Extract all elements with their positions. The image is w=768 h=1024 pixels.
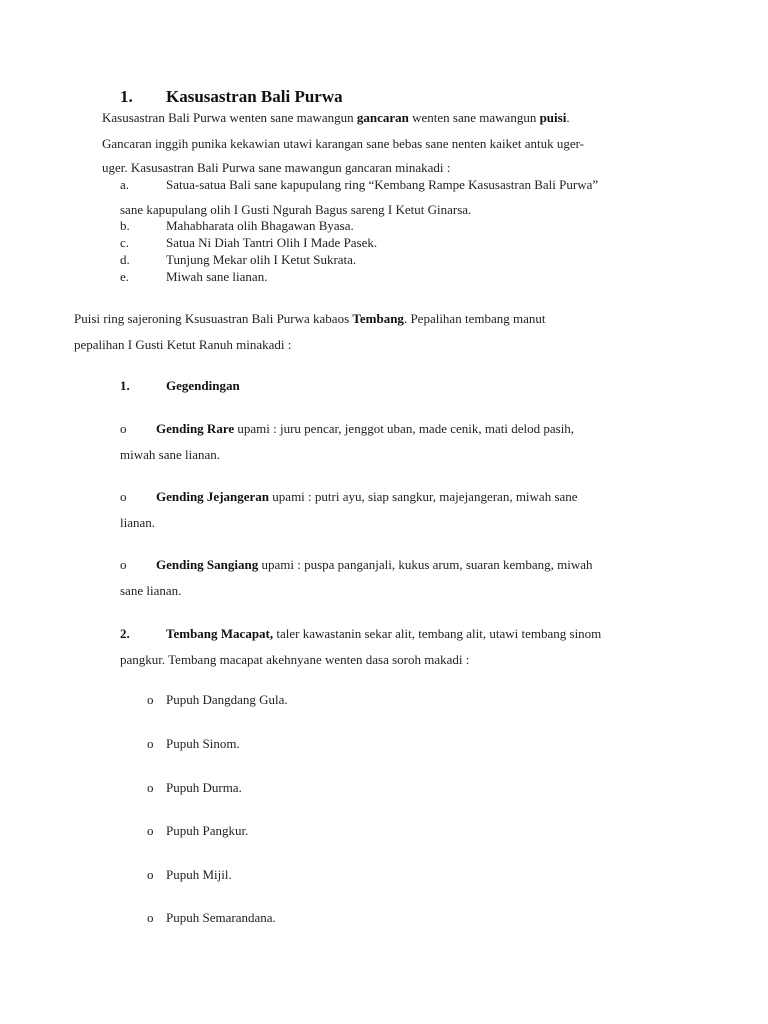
bullet: o [147, 823, 154, 838]
list-item: Satua-satua Bali sane kapupulang ring “Kembang Rampe Kasusastran Bali Purwa” [166, 177, 599, 192]
list-marker: e. [120, 269, 130, 284]
section-number: 1. [120, 87, 133, 106]
intro-line-1: Kasusastran Bali Purwa wenten sane mawangun gancaran wenten sane mawangun puisi. [102, 110, 570, 125]
section-title: Kasusastran Bali Purwa [166, 87, 343, 106]
subsection-number: 1. [120, 378, 130, 393]
subsection-number: 2. [120, 626, 130, 641]
intro-line-3: uger. Kasusastran Bali Purwa sane mawangun gancaran minakadi : [102, 160, 451, 175]
puisi-line-1: Puisi ring sajeroning Ksusuastran Bali Purwa kabaos Tembang. Pepalihan tembang manut [74, 311, 546, 326]
bullet: o [120, 489, 127, 504]
list-marker: d. [120, 252, 130, 267]
list-marker: b. [120, 218, 130, 233]
list-item-continuation: sane kapupulang olih I Gusti Ngurah Bagus sareng I Ketut Ginarsa. [120, 202, 472, 217]
list-item: Gending Rare upami : juru pencar, jenggot uban, made cenik, mati delod pasih, [156, 421, 575, 436]
list-item: Pupuh Mijil. [166, 867, 232, 882]
bullet: o [147, 780, 154, 795]
puisi-line-2: pepalihan I Gusti Ketut Ranuh minakadi : [74, 337, 292, 352]
list-item-continuation: lianan. [120, 515, 156, 530]
list-item: Pupuh Sinom. [166, 736, 240, 751]
list-item-continuation: sane lianan. [120, 583, 182, 598]
list-item: Pupuh Dangdang Gula. [166, 692, 288, 707]
list-item: Tunjung Mekar olih I Ketut Sukrata. [166, 252, 357, 267]
list-item: Mahabharata olih Bhagawan Byasa. [166, 218, 354, 233]
bullet: o [147, 867, 154, 882]
bullet: o [120, 421, 127, 436]
intro-line-2: Gancaran inggih punika kekawian utawi karangan sane bebas sane nenten kaiket antuk uger- [102, 136, 584, 151]
list-marker: c. [120, 235, 130, 250]
list-item: Gending Jejangeran upami : putri ayu, siap sangkur, majejangeran, miwah sane [156, 489, 578, 504]
subsection-title: Tembang Macapat, taler kawastanin sekar alit, tembang alit, utawi tembang sinom [166, 626, 602, 641]
list-item: Satua Ni Diah Tantri Olih I Made Pasek. [166, 235, 378, 250]
bullet: o [147, 736, 154, 751]
list-item: Pupuh Semarandana. [166, 910, 276, 925]
list-item-continuation: miwah sane lianan. [120, 447, 220, 462]
list-item: Pupuh Pangkur. [166, 823, 249, 838]
subsection-continuation: pangkur. Tembang macapat akehnyane wenten dasa soroh makadi : [120, 652, 470, 667]
bullet: o [147, 910, 154, 925]
list-marker: a. [120, 177, 130, 192]
subsection-title: Gegendingan [166, 378, 240, 393]
list-item: Pupuh Durma. [166, 780, 242, 795]
list-item: Gending Sangiang upami : puspa panganjali, kukus arum, suaran kembang, miwah [156, 557, 593, 572]
bullet: o [147, 692, 154, 707]
bullet: o [120, 557, 127, 572]
list-item: Miwah sane lianan. [166, 269, 268, 284]
